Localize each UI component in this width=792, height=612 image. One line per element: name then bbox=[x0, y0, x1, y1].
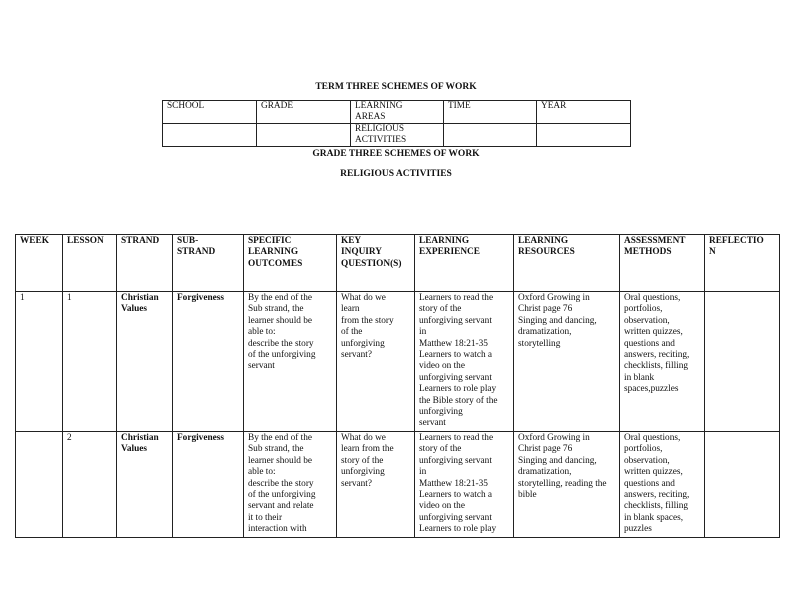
info-table bbox=[162, 100, 631, 147]
subject-heading: RELIGIOUS ACTIVITIES bbox=[340, 169, 452, 179]
cell-strand: Christian Values bbox=[117, 292, 173, 432]
cell-experience: Learners to read the story of the unforgiving servant in Matthew 18:21-35 Learners to watch a video on the unforgiving servant Learners to role play the Bible story of the unforgiving servant bbox=[415, 292, 514, 432]
cell-experience: Learners to read the story of the unforgiving servant in Matthew 18:21-35 Learners to watch a video on the unforgiving servant Learners to role play bbox=[415, 431, 514, 537]
header-experience: LEARNING EXPERIENCE bbox=[415, 235, 514, 292]
cell-week: 1 bbox=[16, 292, 63, 432]
info-header-grade: GRADE bbox=[257, 101, 351, 124]
cell-resources: Oxford Growing in Christ page 76 Singing and dancing, dramatization, storytelling, reading the bible bbox=[514, 431, 620, 537]
info-header-time: TIME bbox=[444, 101, 537, 124]
info-header-year: YEAR bbox=[537, 101, 631, 124]
document-subtitle: GRADE THREE SCHEMES OF WORK bbox=[312, 149, 480, 159]
cell-reflection bbox=[705, 431, 780, 537]
cell-outcomes: By the end of the Sub strand, the learner should be able to: describe the story of the unforgiving servant and relate it to their interaction with bbox=[244, 431, 337, 537]
header-resources: LEARNING RESOURCES bbox=[514, 235, 620, 292]
header-assessment: ASSESSMENT METHODS bbox=[620, 235, 705, 292]
cell-sub-strand: Forgiveness bbox=[173, 431, 244, 537]
info-value-grade bbox=[257, 124, 351, 147]
cell-resources: Oxford Growing in Christ page 76 Singing and dancing, dramatization, storytelling bbox=[514, 292, 620, 432]
info-value-school bbox=[163, 124, 257, 147]
header-inquiry: KEY INQUIRY QUESTION(S) bbox=[337, 235, 415, 292]
cell-week bbox=[16, 431, 63, 537]
cell-inquiry: What do we learn from the story of the unforgiving servant? bbox=[337, 431, 415, 537]
header-week: WEEK bbox=[16, 235, 63, 292]
document-title: TERM THREE SCHEMES OF WORK bbox=[315, 82, 477, 92]
cell-sub-strand: Forgiveness bbox=[173, 292, 244, 432]
cell-reflection bbox=[705, 292, 780, 432]
info-header-school: SCHOOL bbox=[163, 101, 257, 124]
table-row bbox=[16, 431, 780, 537]
header-row bbox=[16, 235, 780, 292]
cell-assessment: Oral questions, portfolios, observation, written quizzes, questions and answers, reciting, checklists, filling in blank spaces,puzzles bbox=[620, 292, 705, 432]
header-strand: STRAND bbox=[117, 235, 173, 292]
cell-lesson: 2 bbox=[63, 431, 117, 537]
cell-inquiry: What do we learn from the story of the unforgiving servant? bbox=[337, 292, 415, 432]
info-header-learning-areas: LEARNING AREAS bbox=[351, 101, 444, 124]
cell-outcomes: By the end of the Sub strand, the learner should be able to: describe the story of the unforgiving servant bbox=[244, 292, 337, 432]
cell-assessment: Oral questions, portfolios, observation, written quizzes, questions and answers, reciting, checklists, filling in blank spaces, puzzles bbox=[620, 431, 705, 537]
header-sub-strand: SUB- STRAND bbox=[173, 235, 244, 292]
schemes-table bbox=[15, 234, 780, 538]
header-reflection: REFLECTIO N bbox=[705, 235, 780, 292]
cell-strand: Christian Values bbox=[117, 431, 173, 537]
cell-lesson: 1 bbox=[63, 292, 117, 432]
table-row bbox=[16, 292, 780, 432]
info-value-time bbox=[444, 124, 537, 147]
info-value-learning-areas: RELIGIOUS ACTIVITIES bbox=[351, 124, 444, 147]
header-lesson: LESSON bbox=[63, 235, 117, 292]
info-value-year bbox=[537, 124, 631, 147]
header-outcomes: SPECIFIC LEARNING OUTCOMES bbox=[244, 235, 337, 292]
